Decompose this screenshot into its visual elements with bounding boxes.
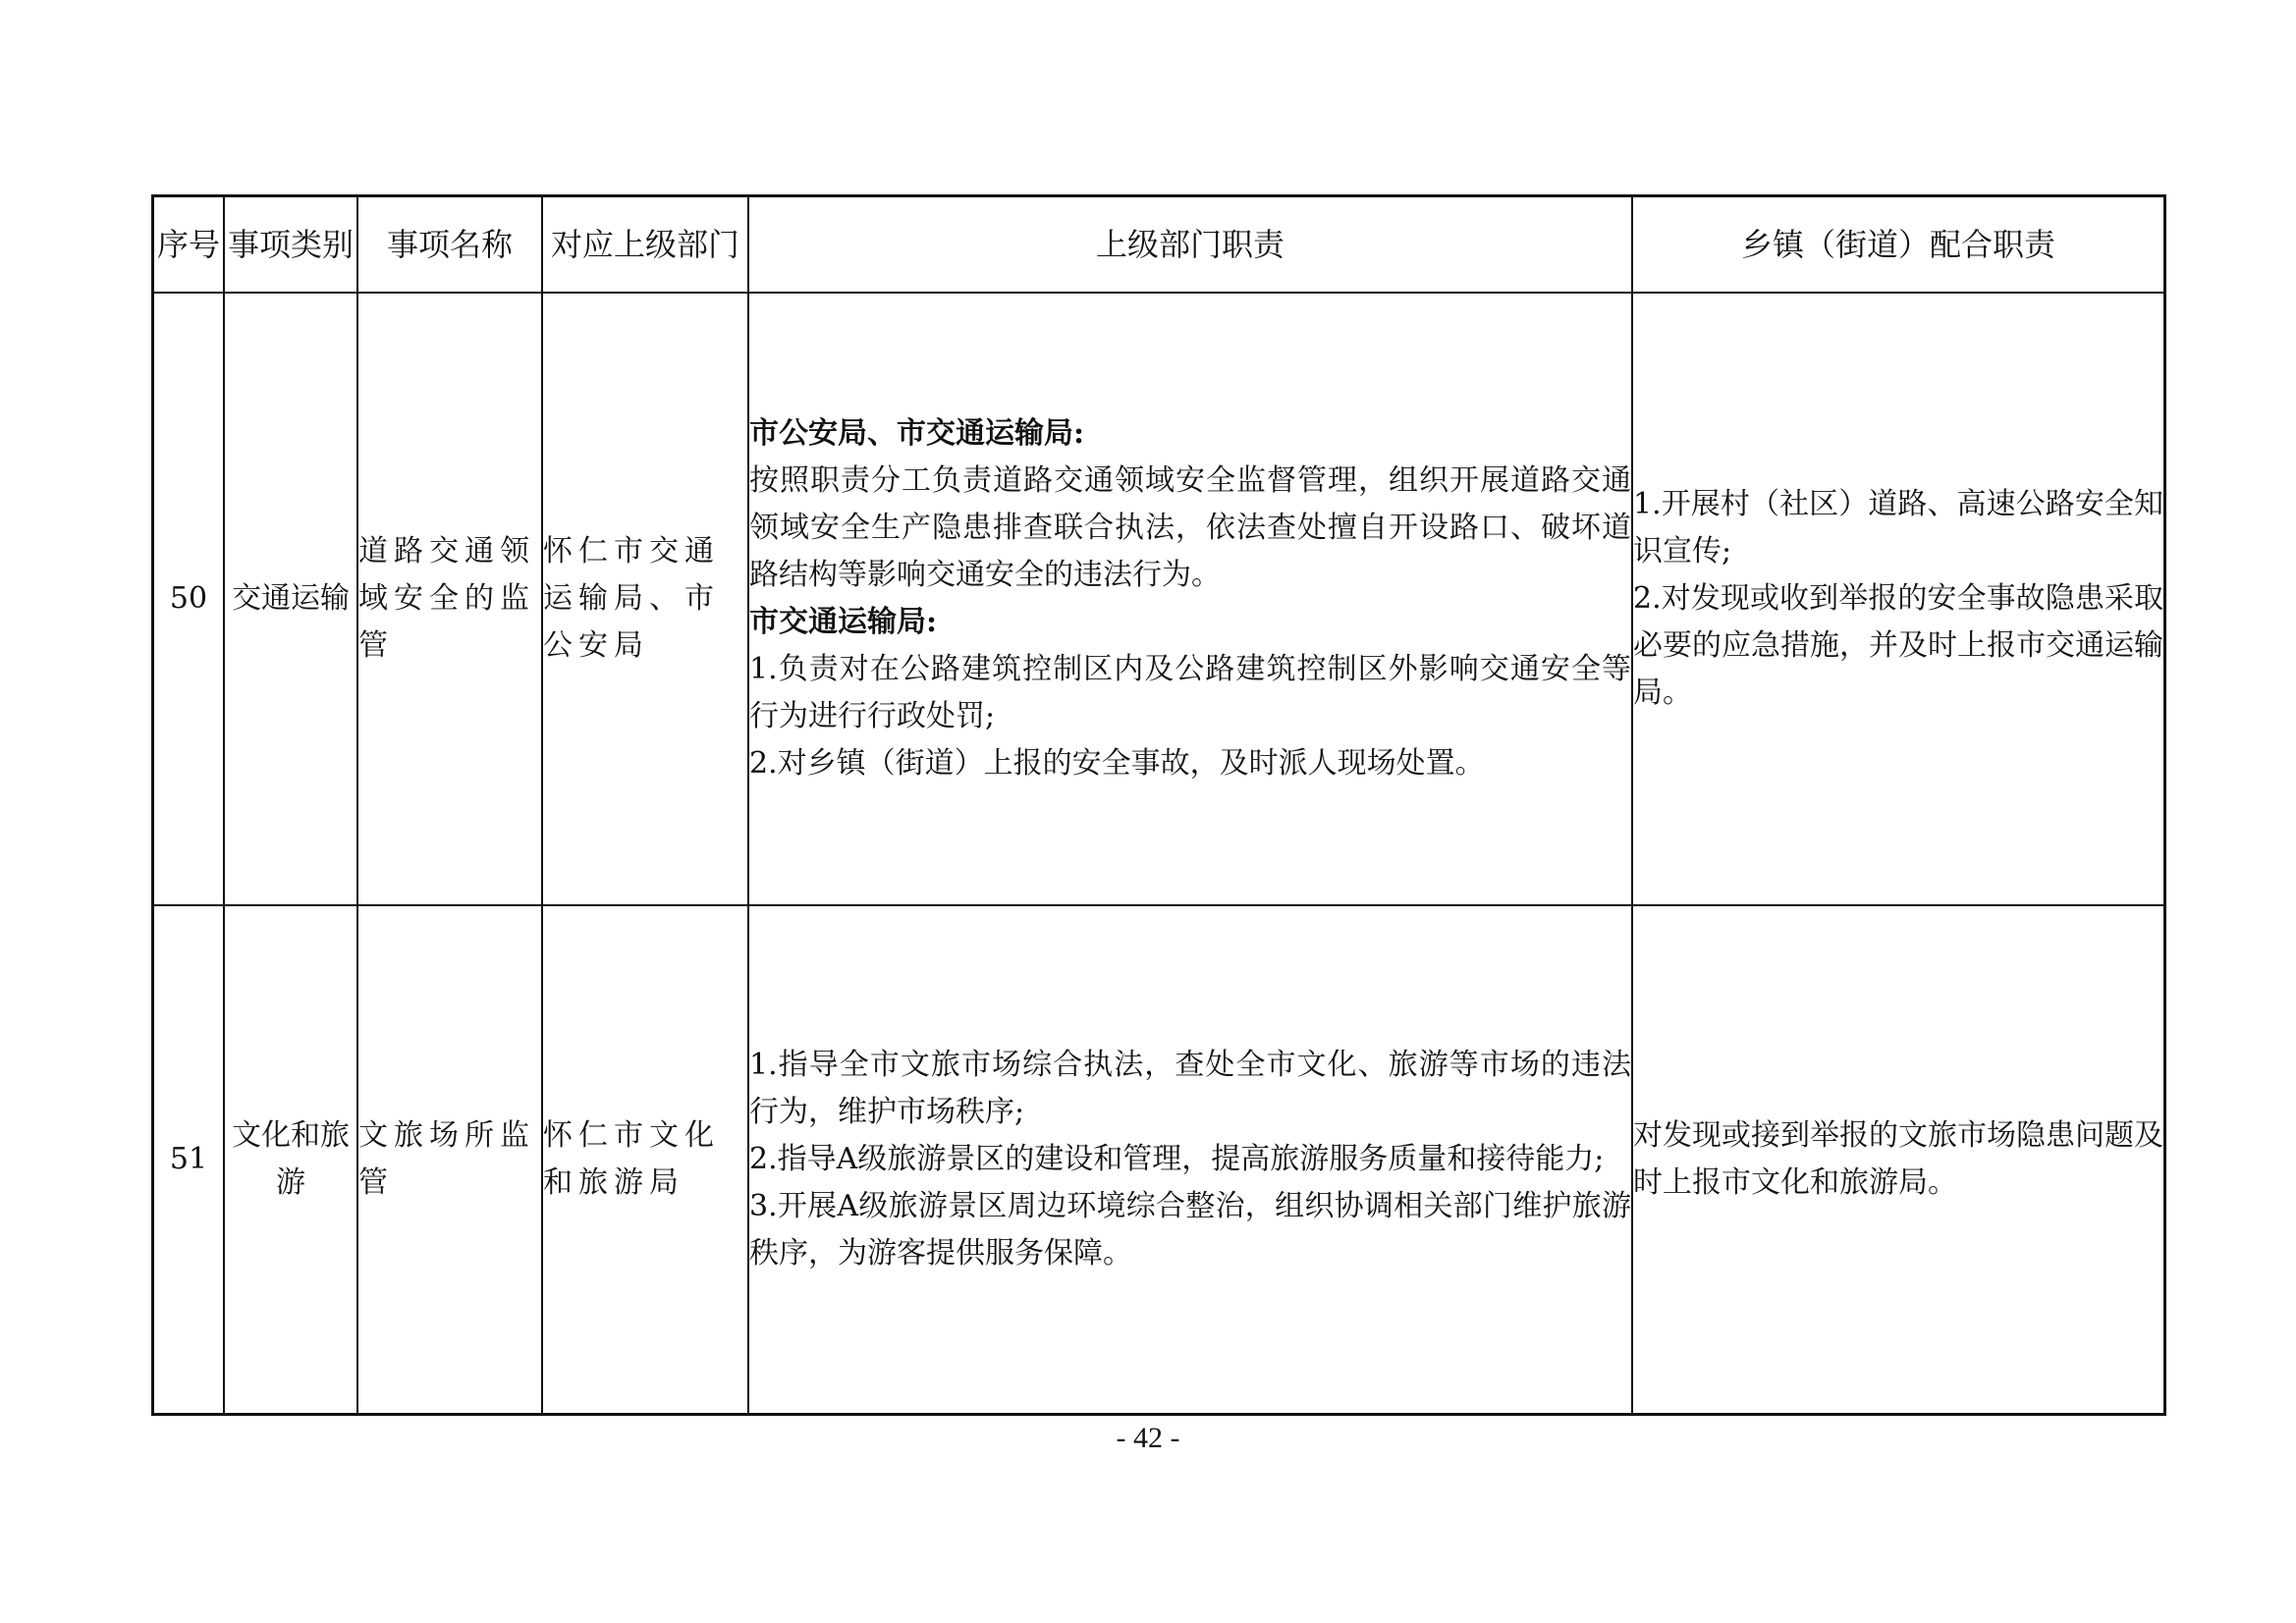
row-item-name: 文旅场所监管 — [357, 905, 542, 1415]
table-header-row — [153, 196, 2165, 294]
header-dept: 对应上级部门 — [542, 196, 748, 294]
duty-heading: 市公安局、市交通运输局: — [749, 416, 1085, 451]
header-upper-duty: 上级部门职责 — [748, 196, 1632, 294]
duty-text: 3.开展A级旅游景区周边环境综合整治，组织协调相关部门维护旅游秩序，为游客提供服务保障。 — [749, 1189, 1631, 1271]
row-town-duty — [1632, 293, 2165, 905]
page-number: - 42 - — [1116, 1422, 1180, 1454]
row-dept: 怀仁市交通运输局、市公安局 — [542, 293, 748, 905]
row-dept: 怀仁市文化和旅游局 — [542, 905, 748, 1415]
duty-text: 按照职责分工负责道路交通领域安全监督管理，组织开展道路交通领域安全生产隐患排查联合执法，依法查处擅自开设路口、破坏道路结构等影响交通安全的违法行为。 — [749, 463, 1631, 592]
row-category: 文化和旅游 — [224, 905, 357, 1415]
table-row — [153, 905, 2165, 1415]
row-category: 交通运输 — [224, 293, 357, 905]
town-duty-text: 对发现或接到举报的文旅市场隐患问题及时上报市文化和旅游局。 — [1633, 1118, 2163, 1200]
duty-text: 2.对乡镇（街道）上报的安全事故，及时派人现场处置。 — [749, 746, 1485, 781]
header-name: 事项名称 — [357, 196, 542, 294]
header-town-duty: 乡镇（街道）配合职责 — [1632, 196, 2165, 294]
row-upper-duty — [748, 293, 1632, 905]
town-duty-text: 1.开展村（社区）道路、高速公路安全知识宣传; — [1633, 487, 2163, 568]
duty-table — [151, 194, 2166, 1416]
duty-text: 1.负责对在公路建筑控制区内及公路建筑控制区外影响交通安全等行为进行行政处罚; — [749, 652, 1631, 733]
duty-heading: 市交通运输局: — [749, 605, 938, 639]
duty-text: 2.指导A级旅游景区的建设和管理，提高旅游服务质量和接待能力; — [749, 1142, 1605, 1176]
header-category: 事项类别 — [224, 196, 357, 294]
table-row — [153, 293, 2165, 905]
header-seq: 序号 — [153, 196, 225, 294]
row-seq: 50 — [153, 293, 225, 905]
town-duty-text: 2.对发现或收到举报的安全事故隐患采取必要的应急措施，并及时上报市交通运输局。 — [1633, 581, 2163, 710]
row-item-name: 道路交通领域安全的监管 — [357, 293, 542, 905]
row-town-duty — [1632, 905, 2165, 1415]
duty-text: 1.指导全市文旅市场综合执法，查处全市文化、旅游等市场的违法行为，维护市场秩序; — [749, 1048, 1631, 1129]
row-seq: 51 — [153, 905, 225, 1415]
row-upper-duty — [748, 905, 1632, 1415]
